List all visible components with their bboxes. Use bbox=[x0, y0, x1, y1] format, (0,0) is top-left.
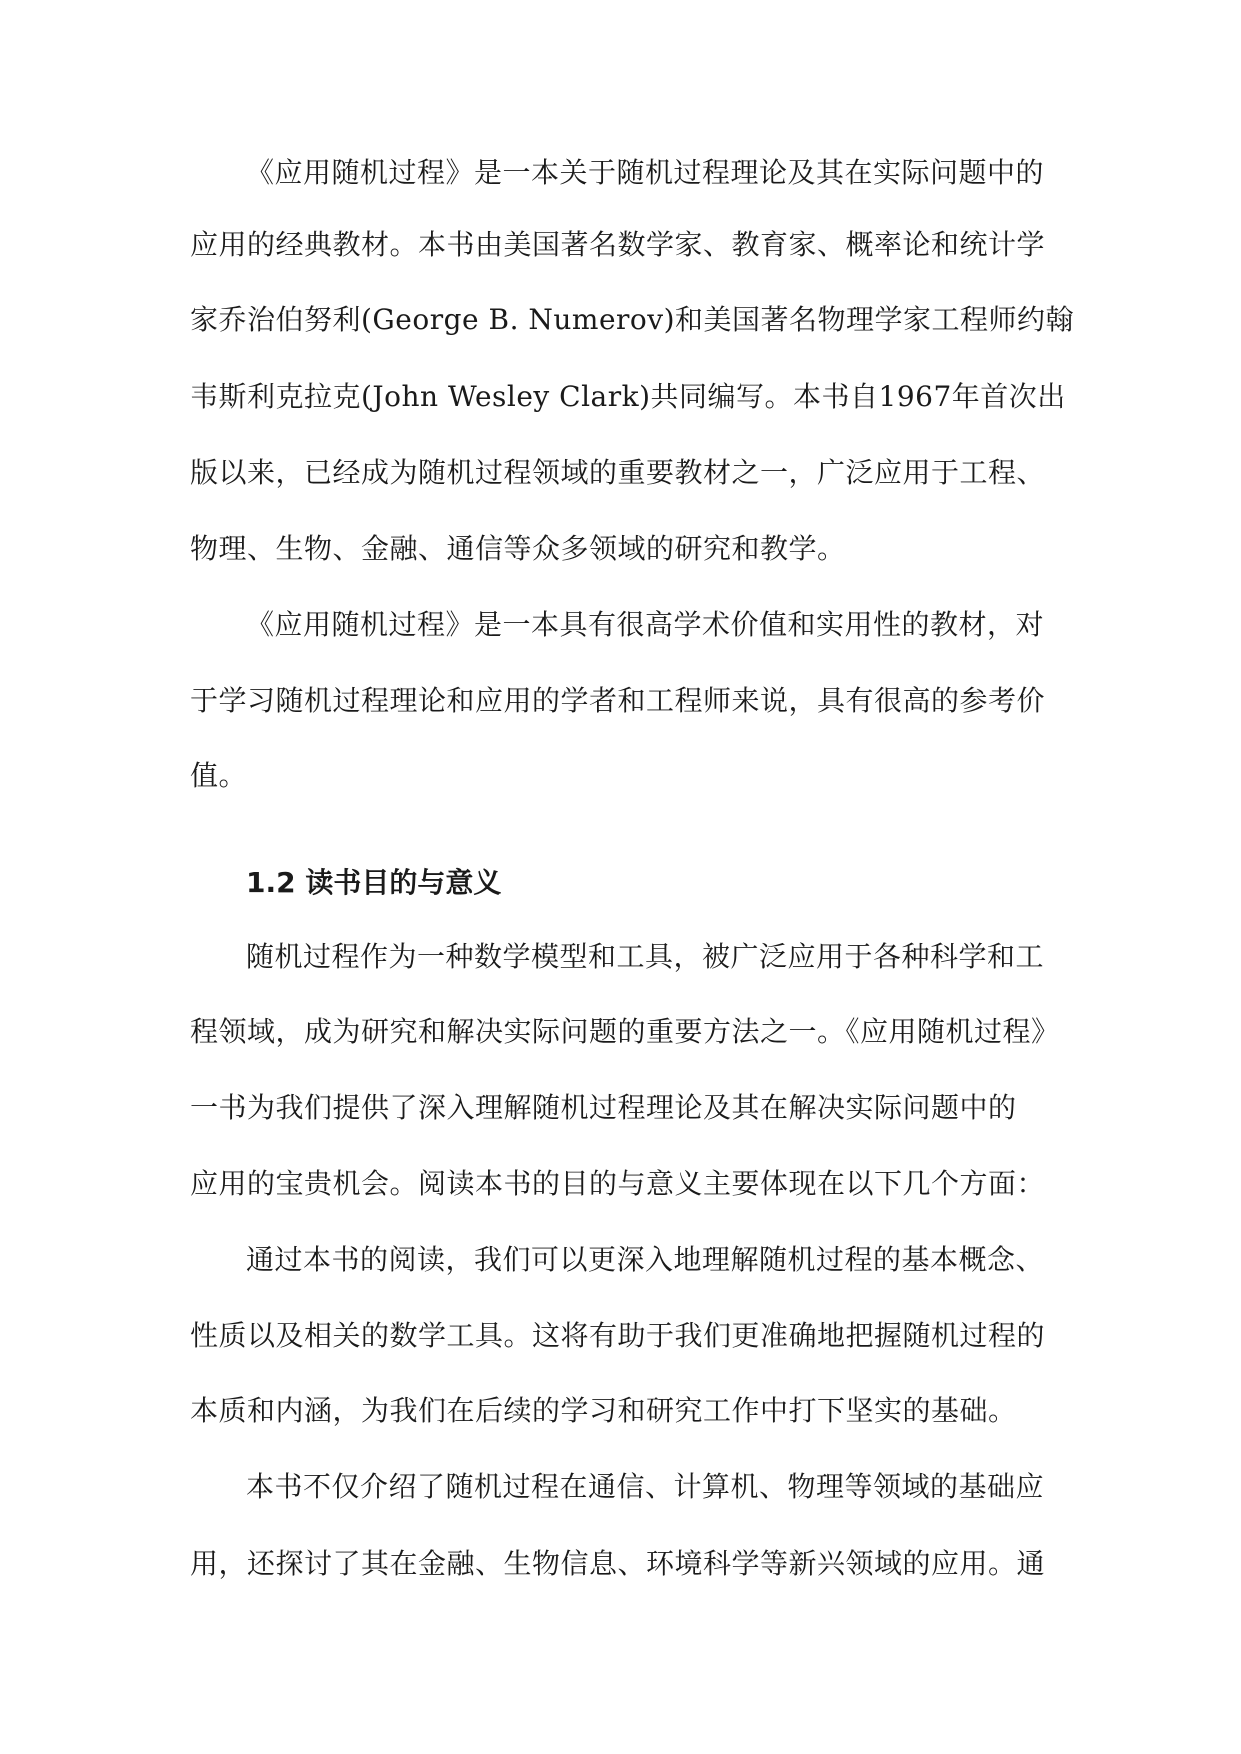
paragraph-3-line-4: 应用的宝贵机会。阅读本书的目的与意义主要体现在以下几个方面： bbox=[190, 1167, 1046, 1200]
paragraph-1-line-5: 版以来，已经成为随机过程领域的重要教材之一，广泛应用于工程、 bbox=[190, 456, 1046, 489]
paragraph-4-line-3: 本质和内涵，为我们在后续的学习和研究工作中打下坚实的基础。 bbox=[190, 1394, 1017, 1427]
paragraph-2-line-3: 值。 bbox=[190, 759, 248, 792]
paragraph-1-line-6: 物理、生物、金融、通信等众多领域的研究和教学。 bbox=[190, 532, 846, 565]
paragraph-5-line-1: 本书不仅介绍了随机过程在通信、计算机、物理等领域的基础应 bbox=[246, 1470, 1045, 1503]
paragraph-1-line-3: 家乔治伯努利(George B. Numerov)和美国著名物理学家工程师约翰 bbox=[190, 303, 1075, 336]
paragraph-1-line-1: 《应用随机过程》是一本关于随机过程理论及其在实际问题中的 bbox=[246, 156, 1045, 189]
paragraph-4-line-1: 通过本书的阅读，我们可以更深入地理解随机过程的基本概念、 bbox=[246, 1243, 1045, 1276]
paragraph-3-line-3: 一书为我们提供了深入理解随机过程理论及其在解决实际问题中的 bbox=[190, 1091, 1017, 1124]
paragraph-2-line-2: 于学习随机过程理论和应用的学者和工程师来说，具有很高的参考价 bbox=[190, 684, 1046, 717]
paragraph-1-line-2: 应用的经典教材。本书由美国著名数学家、教育家、概率论和统计学 bbox=[190, 228, 1046, 261]
paragraph-3-line-1: 随机过程作为一种数学模型和工具，被广泛应用于各种科学和工 bbox=[246, 940, 1045, 973]
section-heading: 1.2 读书目的与意义 bbox=[246, 866, 502, 899]
paragraph-4-line-2: 性质以及相关的数学工具。这将有助于我们更准确地把握随机过程的 bbox=[190, 1319, 1046, 1352]
paragraph-3-line-2: 程领域，成为研究和解决实际问题的重要方法之一。《应用随机过程》 bbox=[190, 1015, 1060, 1048]
paragraph-1-line-4: 韦斯利克拉克(John Wesley Clark)共同编写。本书自1967年首次出 bbox=[190, 380, 1066, 413]
paragraph-5-line-2: 用，还探讨了其在金融、生物信息、环境科学等新兴领域的应用。通 bbox=[190, 1547, 1046, 1580]
paragraph-2-line-1: 《应用随机过程》是一本具有很高学术价值和实用性的教材，对 bbox=[246, 608, 1045, 641]
